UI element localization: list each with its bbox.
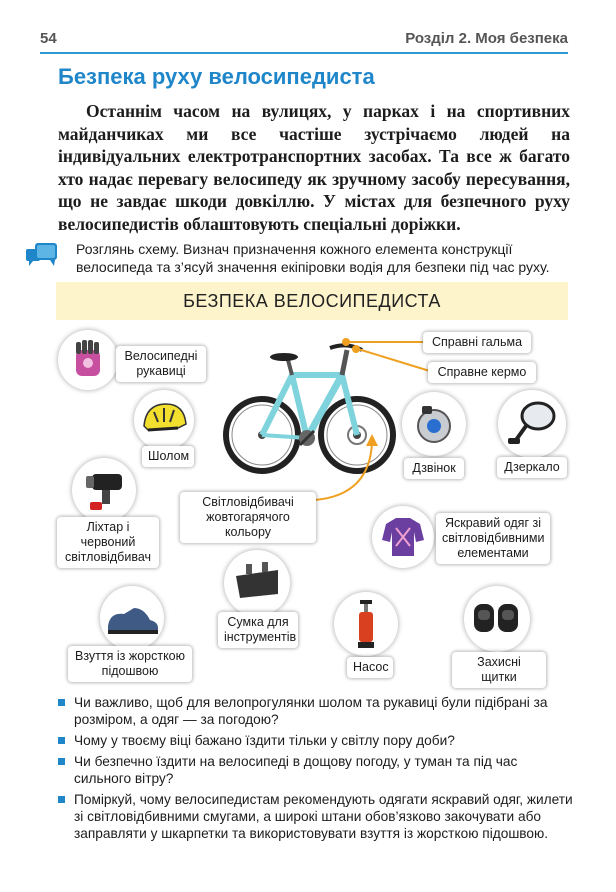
label-mirror: Дзеркало	[497, 457, 567, 478]
helmet-circle	[134, 390, 194, 450]
question-list	[58, 694, 576, 846]
section-title: Розділ 2. Моя безпека	[405, 30, 568, 47]
bag-circle	[224, 550, 290, 616]
label-clothes: Яскравий одяг зі світловідбивними елементами	[436, 513, 550, 564]
label-gloves: Велосипедні рукавиці	[116, 346, 206, 382]
label-pads: Захисні щитки	[452, 652, 546, 688]
pads-circle	[464, 586, 530, 652]
arrow-reflectors	[310, 430, 385, 505]
mirror-icon	[498, 390, 566, 458]
shoe-icon	[100, 586, 164, 650]
list-item: Чи безпечно їздити на велосипеді в дощову погоду, у туман та під час сильного вітру?	[58, 753, 576, 787]
intro-paragraph: Останнім часом на вулицях, у парках і на спортивних майданчиках ми все частіше зустрічаємо людей на індивідуальних електротранспортних засобах. Та все ж багато хто надає перевагу велосипеду як зручному засобу пересування, що не завдає шкоди довкіллю. У містах для безпечного руху велосипедистів облаштовують спеціальні доріжки.	[58, 101, 570, 234]
helmet-icon	[134, 390, 194, 450]
header-rule	[40, 52, 568, 54]
label-handlebar: Справне кермо	[428, 362, 536, 383]
diagram-banner: БЕЗПЕКА ВЕЛОСИПЕДИСТА	[56, 282, 568, 320]
label-brakes: Справні гальма	[423, 332, 531, 353]
jersey-icon	[372, 506, 434, 568]
gloves-circle	[58, 330, 118, 390]
task-instruction: Розглянь схему. Визнач призначення кожного елемента конструкції велосипеда та з’ясуй значення екіпіровки водія для безпеки під час руху.	[76, 241, 550, 275]
label-helmet: Шолом	[142, 446, 194, 467]
mirror-circle	[498, 390, 566, 458]
shoes-circle	[100, 586, 164, 650]
bell-icon	[402, 392, 466, 456]
label-bell: Дзвінок	[404, 458, 464, 479]
list-item: Чому у твоєму віці бажано їздити тільки у світлу пору доби?	[58, 732, 576, 749]
bell-circle	[402, 392, 466, 456]
pump-icon	[334, 592, 398, 656]
pump-circle	[334, 592, 398, 656]
knee-pads-icon	[464, 586, 530, 652]
label-reflectors: Світловідбивачі жовтогарячого кольору	[180, 492, 316, 543]
label-pump: Насос	[347, 657, 393, 678]
label-shoes: Взуття із жорсткою підошвою	[68, 646, 192, 682]
chat-bubbles-icon	[26, 243, 58, 271]
page-number: 54	[40, 30, 57, 47]
gloves-icon	[58, 330, 118, 390]
flashlight-icon	[72, 458, 136, 522]
label-bag: Сумка для інструментів	[218, 612, 298, 648]
list-item: Чи важливо, щоб для велопрогулянки шолом та рукавиці були підібрані за розміром, а одяг — за погодою?	[58, 694, 576, 728]
clothes-circle	[372, 506, 434, 568]
article-title: Безпека руху велосипедиста	[58, 64, 375, 89]
lights-circle	[72, 458, 136, 522]
label-lights: Ліхтар і червоний світловідбивач	[57, 517, 159, 568]
list-item: Поміркуй, чому велосипедистам рекомендують одягати яскравий одяг, жилети зі світловідбивними смугами, а широкі штани обов’язково закочувати або заправляти у шкарпетки та використовувати взуття із жорсткою підошвою.	[58, 791, 576, 842]
tool-bag-icon	[224, 550, 290, 616]
